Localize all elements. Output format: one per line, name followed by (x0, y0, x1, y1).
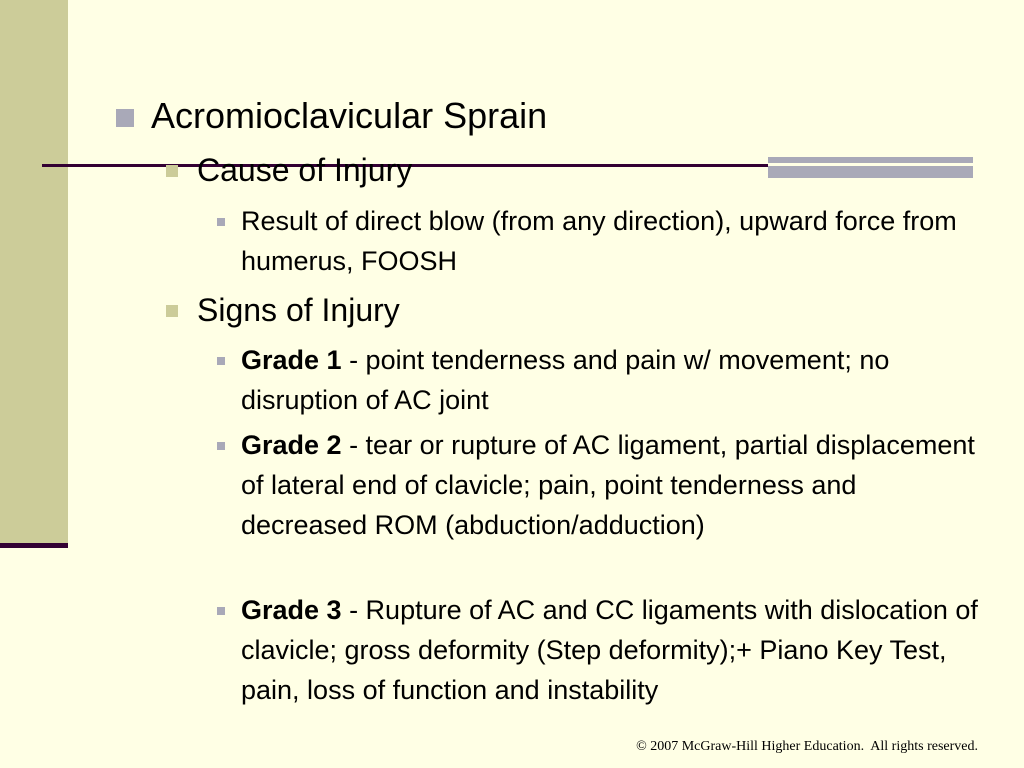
grade-3-label: Grade 3 (241, 595, 342, 625)
grade-3-text: - Rupture of AC and CC ligaments with dislocation of clavicle; gross deformity (Step deformity);+ Piano Key Test, pain, loss of function and instability (241, 595, 978, 705)
side-rule-line (0, 543, 68, 548)
section-heading-cause: Cause of Injury (197, 152, 413, 188)
side-band-decoration (0, 0, 68, 545)
square-bullet-icon (166, 165, 178, 177)
slide-title: Acromioclavicular Sprain (151, 95, 548, 136)
right-accent-bar (768, 157, 973, 178)
grade-2-text: - tear or rupture of AC ligament, partial displacement of lateral end of clavicle; pain, point tenderness and decreased ROM (abduction/adduction) (241, 430, 975, 540)
grade-2-label: Grade 2 (241, 430, 342, 460)
section-heading-signs: Signs of Injury (197, 292, 400, 328)
square-bullet-icon (217, 607, 225, 615)
square-bullet-icon (116, 109, 134, 127)
square-bullet-icon (166, 305, 178, 317)
item-text: Result of direct blow (from any direction), upward force from humerus, FOOSH (241, 206, 957, 276)
square-bullet-icon (217, 442, 225, 450)
square-bullet-icon (217, 357, 225, 365)
grade-1-text: - point tenderness and pain w/ movement; no disruption of AC joint (241, 345, 890, 415)
grade-1-label: Grade 1 (241, 345, 342, 375)
copyright-footer: © 2007 McGraw-Hill Higher Education. All rights reserved. (636, 739, 978, 754)
square-bullet-icon (217, 218, 225, 226)
